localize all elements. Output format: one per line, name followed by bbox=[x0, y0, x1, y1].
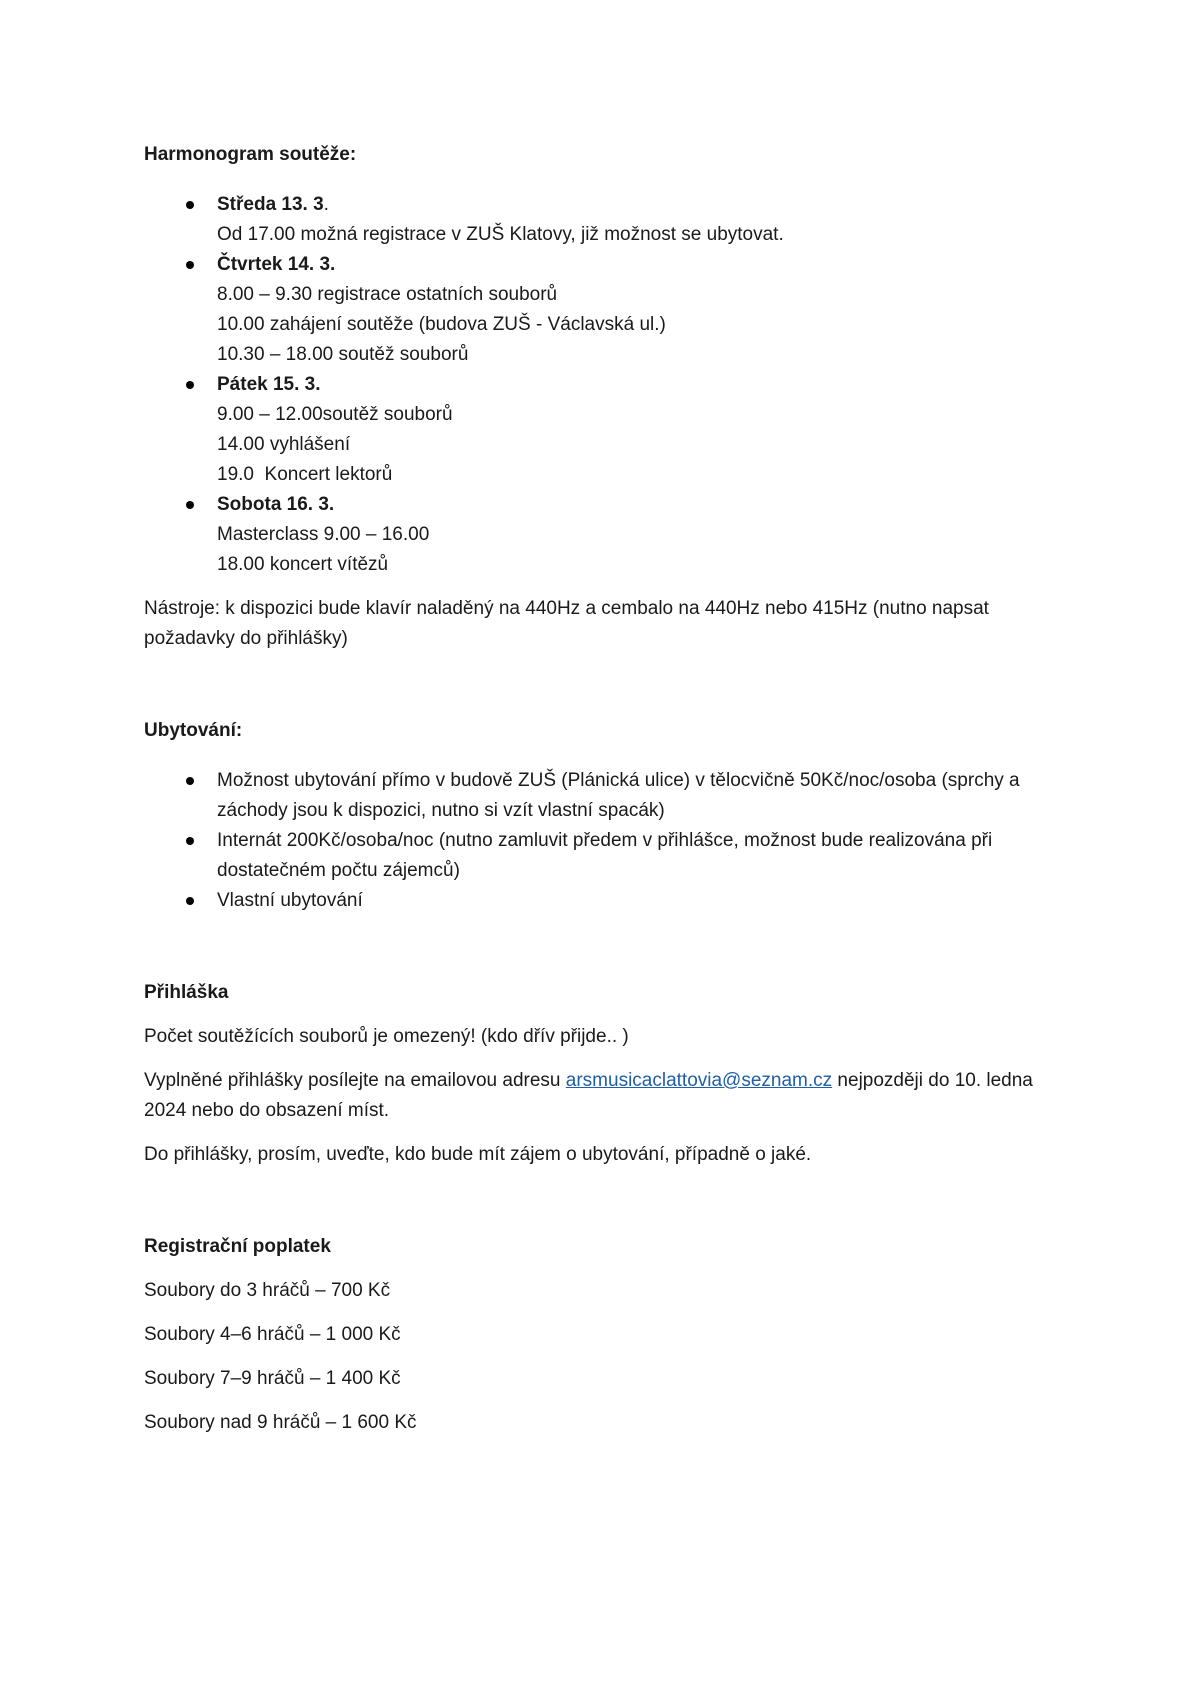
schedule-line: 14.00 vyhlášení bbox=[217, 434, 351, 455]
day-title: Sobota 16. 3. bbox=[217, 494, 335, 515]
schedule-line: Od 17.00 možná registrace v ZUŠ Klatovy, již možnost se ubytovat. bbox=[217, 224, 784, 245]
fee-item: Soubory 7–9 hráčů – 1 400 Kč bbox=[144, 1368, 401, 1389]
fees-heading: Registrační poplatek bbox=[144, 1236, 331, 1257]
schedule-line: 8.00 – 9.30 registrace ostatních souborů bbox=[217, 284, 558, 305]
day-title: Čtvrtek 14. 3. bbox=[217, 254, 336, 275]
schedule-line: 10.30 – 18.00 soutěž souborů bbox=[217, 344, 469, 365]
schedule-line: 10.00 zahájení soutěže (budova ZUŠ - Václavská ul.) bbox=[217, 314, 666, 335]
accommodation-list bbox=[144, 766, 1074, 916]
accommodation-item: Vlastní ubytování bbox=[144, 886, 1074, 916]
schedule-line: 9.00 – 12.00soutěž souborů bbox=[217, 404, 453, 425]
day-title: Středa 13. 3 bbox=[217, 194, 324, 215]
schedule-day bbox=[144, 190, 1074, 250]
day-title-tail: . bbox=[323, 194, 329, 215]
schedule-list bbox=[144, 190, 1074, 580]
schedule-heading: Harmonogram soutěže: bbox=[144, 144, 357, 165]
schedule-line: 18.00 koncert vítězů bbox=[217, 554, 389, 575]
email-link[interactable]: arsmusicaclattovia@seznam.cz bbox=[565, 1070, 833, 1091]
send-instructions bbox=[144, 1066, 1074, 1126]
accommodation-request: Do přihlášky, prosím, uveďte, kdo bude mít zájem o ubytování, případně o jaké. bbox=[144, 1144, 812, 1165]
accommodation-item: Možnost ubytování přímo v budově ZUŠ (Plánická ulice) v tělocvičně 50Kč/noc/osoba (sprchy a záchody jsou k dispozici, nutno si vzít vlastní spacák) bbox=[144, 766, 1074, 826]
schedule-day bbox=[144, 370, 1074, 490]
send-before: Vyplněné přihlášky posílejte na emailovou adresu bbox=[144, 1070, 566, 1091]
day-title: Pátek 15. 3. bbox=[217, 374, 321, 395]
schedule-line: 19.0 Koncert lektorů bbox=[217, 464, 393, 485]
send-after: nejpozději do 10. ledna 2024 nebo do obsazení míst. bbox=[144, 1070, 1033, 1121]
schedule-day bbox=[144, 490, 1074, 580]
schedule-line: Masterclass 9.00 – 16.00 bbox=[217, 524, 430, 545]
document-page bbox=[144, 140, 1074, 1438]
limit-note: Počet soutěžících souborů je omezený! (kdo dřív přijde.. ) bbox=[144, 1026, 629, 1047]
fee-item: Soubory do 3 hráčů – 700 Kč bbox=[144, 1280, 391, 1301]
instruments-note: Nástroje: k dispozici bude klavír naladěný na 440Hz a cembalo na 440Hz nebo 415Hz (nutno napsat požadavky do přihlášky) bbox=[144, 598, 989, 649]
fee-item: Soubory 4–6 hráčů – 1 000 Kč bbox=[144, 1324, 401, 1345]
fee-item: Soubory nad 9 hráčů – 1 600 Kč bbox=[144, 1412, 417, 1433]
schedule-day bbox=[144, 250, 1074, 370]
accommodation-item: Internát 200Kč/osoba/noc (nutno zamluvit předem v přihlášce, možnost bude realizována při dostatečném počtu zájemců) bbox=[144, 826, 1074, 886]
application-heading: Přihláška bbox=[144, 982, 229, 1003]
accommodation-heading: Ubytování: bbox=[144, 720, 243, 741]
